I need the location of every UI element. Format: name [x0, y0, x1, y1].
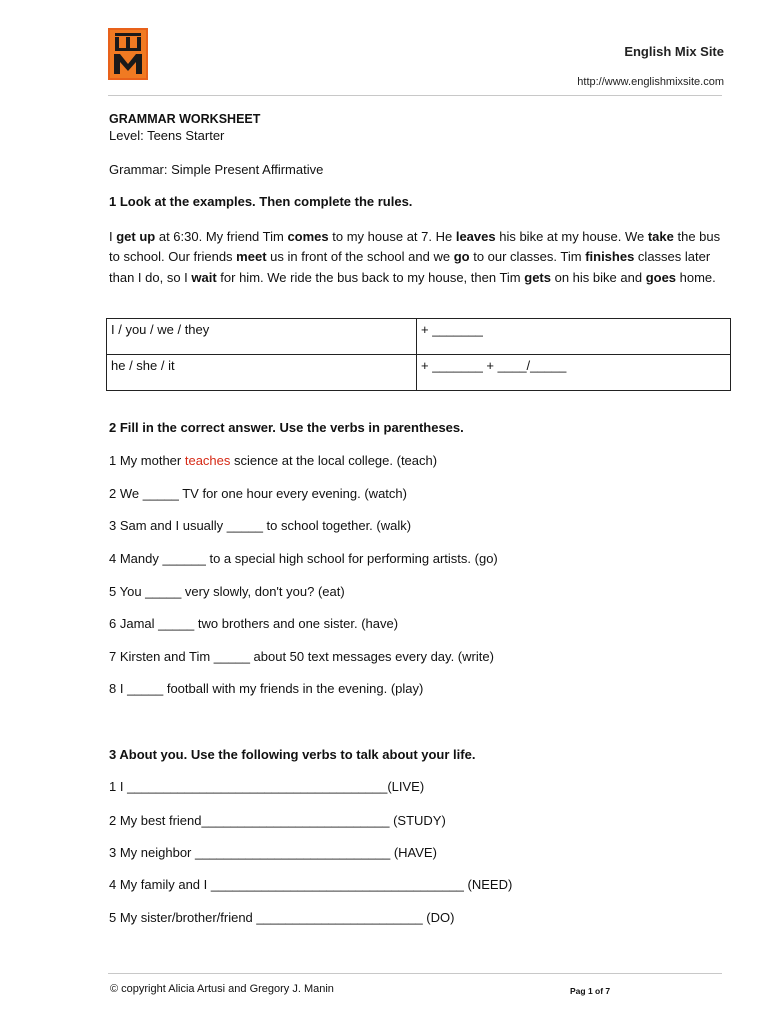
paragraph-verb: goes	[645, 269, 677, 285]
paragraph-verb: leaves	[455, 229, 496, 244]
example-answer: teaches	[184, 453, 231, 468]
paragraph-text: for him. We ride the bus back to my house, then Tim	[216, 269, 525, 285]
footer-copyright: © copyright Alicia Artusi and Gregory J. Manin	[110, 983, 334, 995]
worksheet-level: Level: Teens Starter	[109, 128, 225, 143]
paragraph-text: to our classes. Tim	[469, 249, 586, 265]
about-you-item: 3 My neighbor ___________________________ (HAVE)	[109, 845, 437, 860]
paragraph-text: the bus to school. Our friends	[109, 229, 721, 265]
about-you-item: 2 My best friend__________________________ (STUDY)	[109, 813, 446, 828]
page-number: Pag 1 of 7	[570, 986, 611, 996]
table-row	[107, 319, 731, 355]
worksheet-grammar: Grammar: Simple Present Affirmative	[109, 162, 324, 177]
table-cell-rule: + _______	[417, 319, 731, 355]
section2-heading: 2 Fill in the correct answer. Use the verbs in parentheses.	[109, 420, 464, 435]
exercise-item: 4 Mandy ______ to a special high school for performing artists. (go)	[109, 551, 498, 566]
paragraph-text: at 6:30. My friend Tim	[155, 229, 288, 244]
paragraph-verb: gets	[524, 269, 551, 285]
paragraph-verb: meet	[236, 249, 267, 265]
about-you-item: 4 My family and I ___________________________________ (NEED)	[109, 877, 513, 892]
example-paragraph	[109, 227, 721, 288]
exercise-example	[109, 453, 437, 468]
about-you-item: 1 I ____________________________________(LIVE)	[109, 779, 425, 794]
worksheet-title: GRAMMAR WORKSHEET	[109, 112, 261, 126]
paragraph-verb: go	[453, 249, 470, 265]
section1-heading: 1 Look at the examples. Then complete the rules.	[109, 194, 413, 209]
section3-heading: 3 About you. Use the following verbs to talk about your life.	[109, 747, 476, 762]
exercise-item: 5 You _____ very slowly, don't you? (eat)	[109, 584, 345, 599]
exercise-item: 8 I _____ football with my friends in the evening. (play)	[109, 681, 424, 696]
example-after: science at the local college. (teach)	[230, 453, 438, 468]
paragraph-text: to my house at 7. He	[328, 229, 456, 244]
paragraph-verb: take	[647, 229, 674, 244]
table-cell-rule: + _______ + ____/_____	[417, 355, 731, 391]
exercise-item: 6 Jamal _____ two brothers and one sister. (have)	[109, 616, 399, 631]
table-cell-subject: he / she / it	[107, 355, 417, 391]
site-logo	[108, 28, 148, 80]
paragraph-text: on his bike and	[551, 269, 646, 285]
exercise-item: 7 Kirsten and Tim _____ about 50 text messages every day. (write)	[109, 649, 494, 664]
table-row	[107, 355, 731, 391]
site-name: English Mix Site	[624, 44, 724, 59]
paragraph-text: us in front of the school and we	[266, 249, 454, 265]
exercise-item: 3 Sam and I usually _____ to school together. (walk)	[109, 518, 412, 533]
about-you-item: 5 My sister/brother/friend _______________________ (DO)	[109, 910, 455, 925]
example-before: 1 My mother	[109, 453, 185, 468]
paragraph-text: home.	[676, 269, 716, 285]
header-divider	[108, 95, 722, 96]
table-cell-subject: I / you / we / they	[107, 319, 417, 355]
exercise-item: 2 We _____ TV for one hour every evening. (watch)	[109, 486, 407, 501]
paragraph-verb: comes	[287, 229, 329, 244]
paragraph-text: I	[109, 229, 117, 244]
rules-table	[106, 318, 731, 391]
paragraph-verb: finishes	[585, 249, 635, 265]
footer-divider	[108, 973, 722, 974]
paragraph-text: his bike at my house. We	[495, 229, 648, 244]
site-url[interactable]: http://www.englishmixsite.com	[577, 76, 724, 88]
paragraph-verb: wait	[191, 269, 217, 285]
paragraph-text: classes later than I do, so I	[109, 249, 711, 285]
paragraph-verb: get up	[116, 229, 156, 244]
